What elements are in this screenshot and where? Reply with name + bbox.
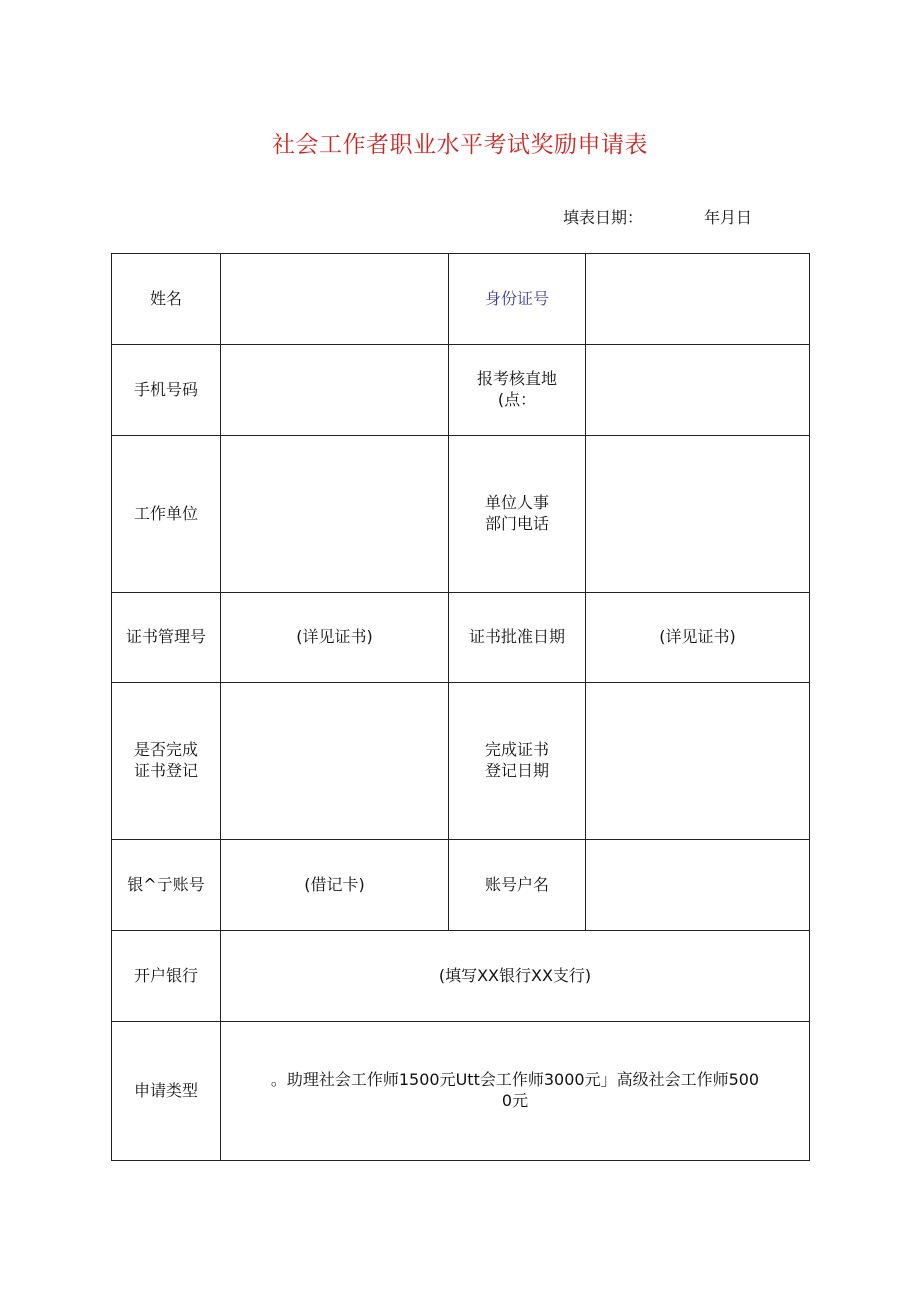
row-registered [112, 683, 810, 840]
id-number-field[interactable] [586, 254, 810, 345]
row-cert [112, 593, 810, 683]
account-holder-field[interactable] [586, 840, 810, 931]
registered-label [112, 683, 221, 840]
apply-type-label: 申请类型 [112, 1022, 221, 1161]
registered-date-label-line2: 登记日期 [484, 761, 549, 780]
exam-address-field[interactable] [586, 345, 810, 436]
registered-date-label [449, 683, 586, 840]
form-title: 社会工作者职业水平考试奖励申请表 [272, 132, 648, 158]
row-employer [112, 436, 810, 593]
id-number-label: 身份证号 [449, 254, 586, 345]
row-phone [112, 345, 810, 436]
exam-address-label-line1: 报考核直地 [476, 369, 557, 389]
registered-field[interactable] [221, 683, 449, 840]
employer-label: 工作单位 [112, 436, 221, 593]
bank-account-field[interactable]: (借记卡) [221, 840, 449, 931]
hr-phone-label [449, 436, 586, 593]
bank-branch-field[interactable]: (填写XX银行XX支行) [221, 931, 810, 1022]
bank-branch-label: 开户银行 [112, 931, 221, 1022]
name-label: 姓名 [112, 254, 221, 345]
exam-address-label [449, 345, 586, 436]
fill-date-label: 填表日期： [563, 208, 644, 227]
employer-field[interactable] [221, 436, 449, 593]
bank-account-label: 银^亍账号 [112, 840, 221, 931]
hr-phone-label-line2: 部门电话 [484, 514, 549, 533]
registered-date-label-line1: 完成证书 [484, 740, 549, 760]
row-bank [112, 840, 810, 931]
apply-type-options-line2: 0元 [501, 1091, 529, 1110]
phone-label: 手机号码 [112, 345, 221, 436]
exam-address-label-line2: (点： [497, 390, 537, 409]
cert-number-label: 证书管理号 [112, 593, 221, 683]
cert-date-field[interactable]: (详见证书) [586, 593, 810, 683]
cert-number-field[interactable]: (详见证书) [221, 593, 449, 683]
application-form-table [111, 253, 810, 1161]
registered-date-field[interactable] [586, 683, 810, 840]
row-name [112, 254, 810, 345]
registered-label-line2: 证书登记 [133, 761, 198, 780]
apply-type-options-line1: 。助理社会工作师1500元Utt会工作师3000元」高级社会工作师500 [270, 1070, 760, 1090]
hr-phone-field[interactable] [586, 436, 810, 593]
name-field[interactable] [221, 254, 449, 345]
account-holder-label: 账号户名 [449, 840, 586, 931]
apply-type-field[interactable] [221, 1022, 810, 1161]
registered-label-line1: 是否完成 [133, 740, 198, 760]
row-bank-branch [112, 931, 810, 1022]
hr-phone-label-line1: 单位人事 [484, 493, 549, 513]
phone-field[interactable] [221, 345, 449, 436]
row-apply-type [112, 1022, 810, 1161]
fill-date [563, 205, 753, 228]
cert-date-label: 证书批准日期 [449, 593, 586, 683]
fill-date-value: 年月日 [704, 208, 753, 227]
